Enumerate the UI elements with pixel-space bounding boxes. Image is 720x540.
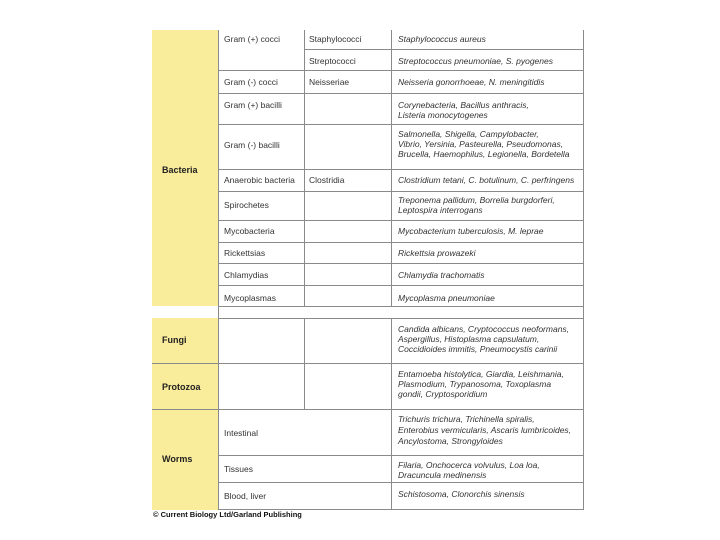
examples-cell: Schistosoma, Clonorchis sinensis xyxy=(398,489,525,499)
grid-line xyxy=(218,482,583,483)
category-cell: Blood, liver xyxy=(224,491,267,501)
grid-line xyxy=(583,30,584,510)
examples-cell: Entamoeba histolytica, Giardia, Leishmania, xyxy=(398,369,564,379)
grid-line xyxy=(218,455,583,456)
examples-cell: Salmonella, Shigella, Campylobacter, xyxy=(398,129,539,139)
category-cell: Gram (-) bacilli xyxy=(224,140,280,150)
category-cell: Mycobacteria xyxy=(224,226,275,236)
examples-cell: Corynebacteria, Bacillus anthracis, xyxy=(398,100,529,110)
grid-line xyxy=(152,409,583,410)
subgroup-cell: Streptococci xyxy=(309,56,356,66)
examples-cell: Coccidioides immitis, Pneumocystis carinii xyxy=(398,344,558,354)
subgroup-cell: Clostridia xyxy=(309,175,345,185)
subgroup-cell: Neisseriae xyxy=(309,77,350,87)
grid-line xyxy=(391,30,392,306)
examples-cell: Clostridium tetani, C. botulinum, C. perfringens xyxy=(398,175,575,185)
examples-cell: Streptococcus pneumoniae, S. pyogenes xyxy=(398,56,553,66)
grid-line xyxy=(218,169,583,170)
copyright-credit: © Current Biology Ltd/Garland Publishing xyxy=(153,510,302,519)
grid-line xyxy=(218,191,583,192)
group-label-fungi: Fungi xyxy=(162,335,187,345)
category-cell: Gram (-) cocci xyxy=(224,77,278,87)
grid-line xyxy=(218,30,219,510)
category-cell: Anaerobic bacteria xyxy=(224,175,295,185)
examples-cell: Mycoplasma pneumoniae xyxy=(398,293,495,303)
category-cell: Chlamydias xyxy=(224,270,269,280)
examples-cell: Candida albicans, Cryptococcus neoformans, xyxy=(398,324,570,334)
examples-cell: Listeria monocytogenes xyxy=(398,110,488,120)
grid-line xyxy=(218,318,583,319)
grid-line xyxy=(218,220,583,221)
category-cell: Tissues xyxy=(224,464,253,474)
examples-cell: Dracuncula medinensis xyxy=(398,470,487,480)
category-cell: Intestinal xyxy=(224,428,259,438)
category-cell: Rickettsias xyxy=(224,248,266,258)
grid-line xyxy=(218,70,583,71)
grid-line xyxy=(304,49,583,50)
grid-line xyxy=(218,285,583,286)
examples-cell: Vibrio, Yersinia, Pasteurella, Pseudomonas, xyxy=(398,139,564,149)
group-label-bacteria: Bacteria xyxy=(162,165,198,175)
examples-cell: Staphylococcus aureus xyxy=(398,34,486,44)
examples-cell: Rickettsia prowazeki xyxy=(398,248,476,258)
examples-cell: Mycobacterium tuberculosis, M. leprae xyxy=(398,226,544,236)
examples-cell: Brucella, Haemophilus, Legionella, Bordetella xyxy=(398,149,570,159)
grid-line xyxy=(218,263,583,264)
examples-cell: Treponema pallidum, Borrelia burgdorferi, xyxy=(398,195,555,205)
examples-cell: Leptospira interrogans xyxy=(398,205,483,215)
category-cell: Spirochetes xyxy=(224,200,269,210)
examples-cell: Trichuris trichura, Trichinella spiralis, xyxy=(398,414,535,424)
examples-cell: Enterobius vermicularis, Ascaris lumbricoides, xyxy=(398,425,572,435)
subgroup-cell: Staphylococci xyxy=(309,34,362,44)
grid-line xyxy=(152,363,583,364)
examples-cell: gondii, Cryptosporidium xyxy=(398,389,488,399)
examples-cell: Neisseria gonorrhoeae, N. meningitidis xyxy=(398,77,545,87)
examples-cell: Aspergillus, Histoplasma capsulatum, xyxy=(398,334,540,344)
category-cell: Gram (+) bacilli xyxy=(224,100,282,110)
group-label-worms: Worms xyxy=(162,454,193,464)
grid-line xyxy=(218,242,583,243)
grid-line xyxy=(218,124,583,125)
examples-cell: Ancylostoma, Strongyloides xyxy=(398,436,503,446)
grid-line xyxy=(218,306,583,307)
category-cell: Mycoplasmas xyxy=(224,293,276,303)
grid-line xyxy=(304,30,305,306)
examples-cell: Chlamydia trachomatis xyxy=(398,270,485,280)
grid-line xyxy=(218,93,583,94)
category-cell: Gram (+) cocci xyxy=(224,34,280,44)
examples-cell: Filaria, Onchocerca volvulus, Loa loa, xyxy=(398,460,540,470)
examples-cell: Plasmodium, Trypanosoma, Toxoplasma xyxy=(398,379,552,389)
group-label-protozoa: Protozoa xyxy=(162,382,201,392)
